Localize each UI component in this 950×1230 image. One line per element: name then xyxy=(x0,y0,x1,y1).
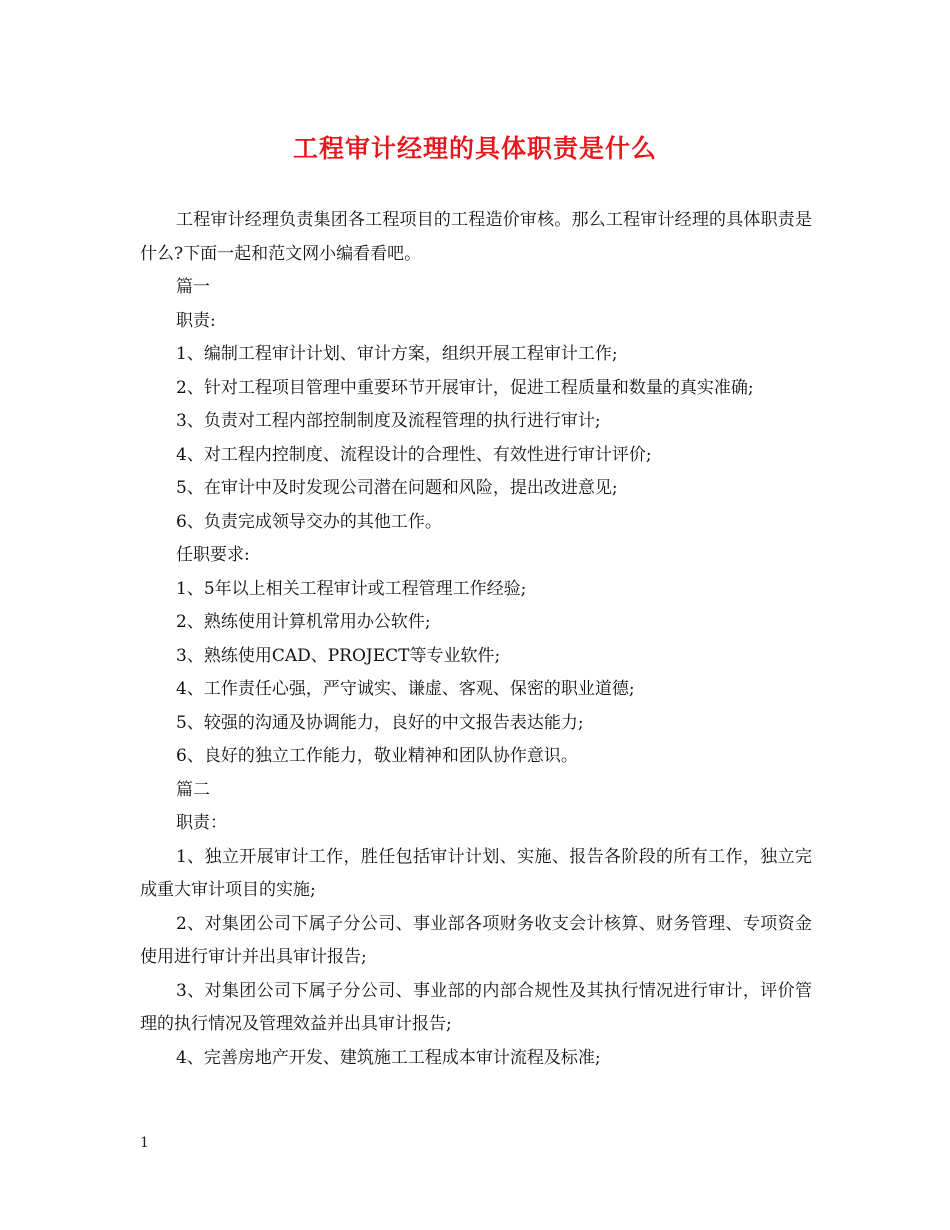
intro-paragraph: 工程审计经理负责集团各工程项目的工程造价审核。那么工程审计经理的具体职责是什么?下面一起和范文网小编看看吧。 xyxy=(140,210,812,264)
document-body xyxy=(140,204,812,1075)
part2-duty-item-4: 4、完善房地产开发、建筑施工工程成本审计流程及标准; xyxy=(176,1047,601,1068)
duties-label-1: 职责: xyxy=(176,310,216,331)
requirement-item-1: 1、5年以上相关工程审计或工程管理工作经验; xyxy=(176,578,527,599)
page-title: 工程审计经理的具体职责是什么 xyxy=(292,134,657,163)
requirement-item-2: 2、熟练使用计算机常用办公软件; xyxy=(176,612,431,632)
part2-duty-item-3: 3、对集团公司下属子分公司、事业部的内部合规性及其执行情况进行审计，评价管理的执行情况及管理效益并出具审计报告; xyxy=(140,980,812,1034)
requirements-label: 任职要求: xyxy=(176,545,250,565)
requirement-item-6: 6、良好的独立工作能力，敬业精神和团队协作意识。 xyxy=(176,746,578,766)
duties-label-2: 职责： xyxy=(176,813,227,833)
requirement-item-4: 4、工作责任心强，严守诚实、谦虚、客观、保密的职业道德; xyxy=(176,679,635,699)
duty-item-1: 1、编制工程审计计划、审计方案，组织开展工程审计工作; xyxy=(176,344,618,364)
duty-item-6: 6、负责完成领导交办的其他工作。 xyxy=(176,511,442,532)
part2-duty-item-1: 1、独立开展审计工作，胜任包括审计计划、实施、报告各阶段的所有工作，独立完成重大审计项目的实施; xyxy=(140,846,812,900)
duty-item-3: 3、负责对工程内部控制制度及流程管理的执行进行审计; xyxy=(176,411,601,431)
section-heading-part-2: 篇二 xyxy=(176,779,210,800)
duty-item-4: 4、对工程内控制度、流程设计的合理性、有效性进行审计评价; xyxy=(176,444,652,465)
part2-duty-item-2: 2、对集团公司下属子分公司、事业部各项财务收支会计核算、财务管理、专项资金使用进行审计并出具审计报告; xyxy=(140,913,812,967)
duty-item-2: 2、针对工程项目管理中重要环节开展审计，促进工程质量和数量的真实准确; xyxy=(176,377,754,398)
page-number: 1 xyxy=(140,1135,149,1151)
requirement-item-3: 3、熟练使用CAD、PROJECT等专业软件; xyxy=(176,645,501,666)
section-heading-part-1: 篇一 xyxy=(176,277,210,297)
requirement-item-5: 5、较强的沟通及协调能力，良好的中文报告表达能力; xyxy=(176,712,584,733)
duty-item-5: 5、在审计中及时发现公司潜在问题和风险，提出改进意见; xyxy=(176,478,618,498)
